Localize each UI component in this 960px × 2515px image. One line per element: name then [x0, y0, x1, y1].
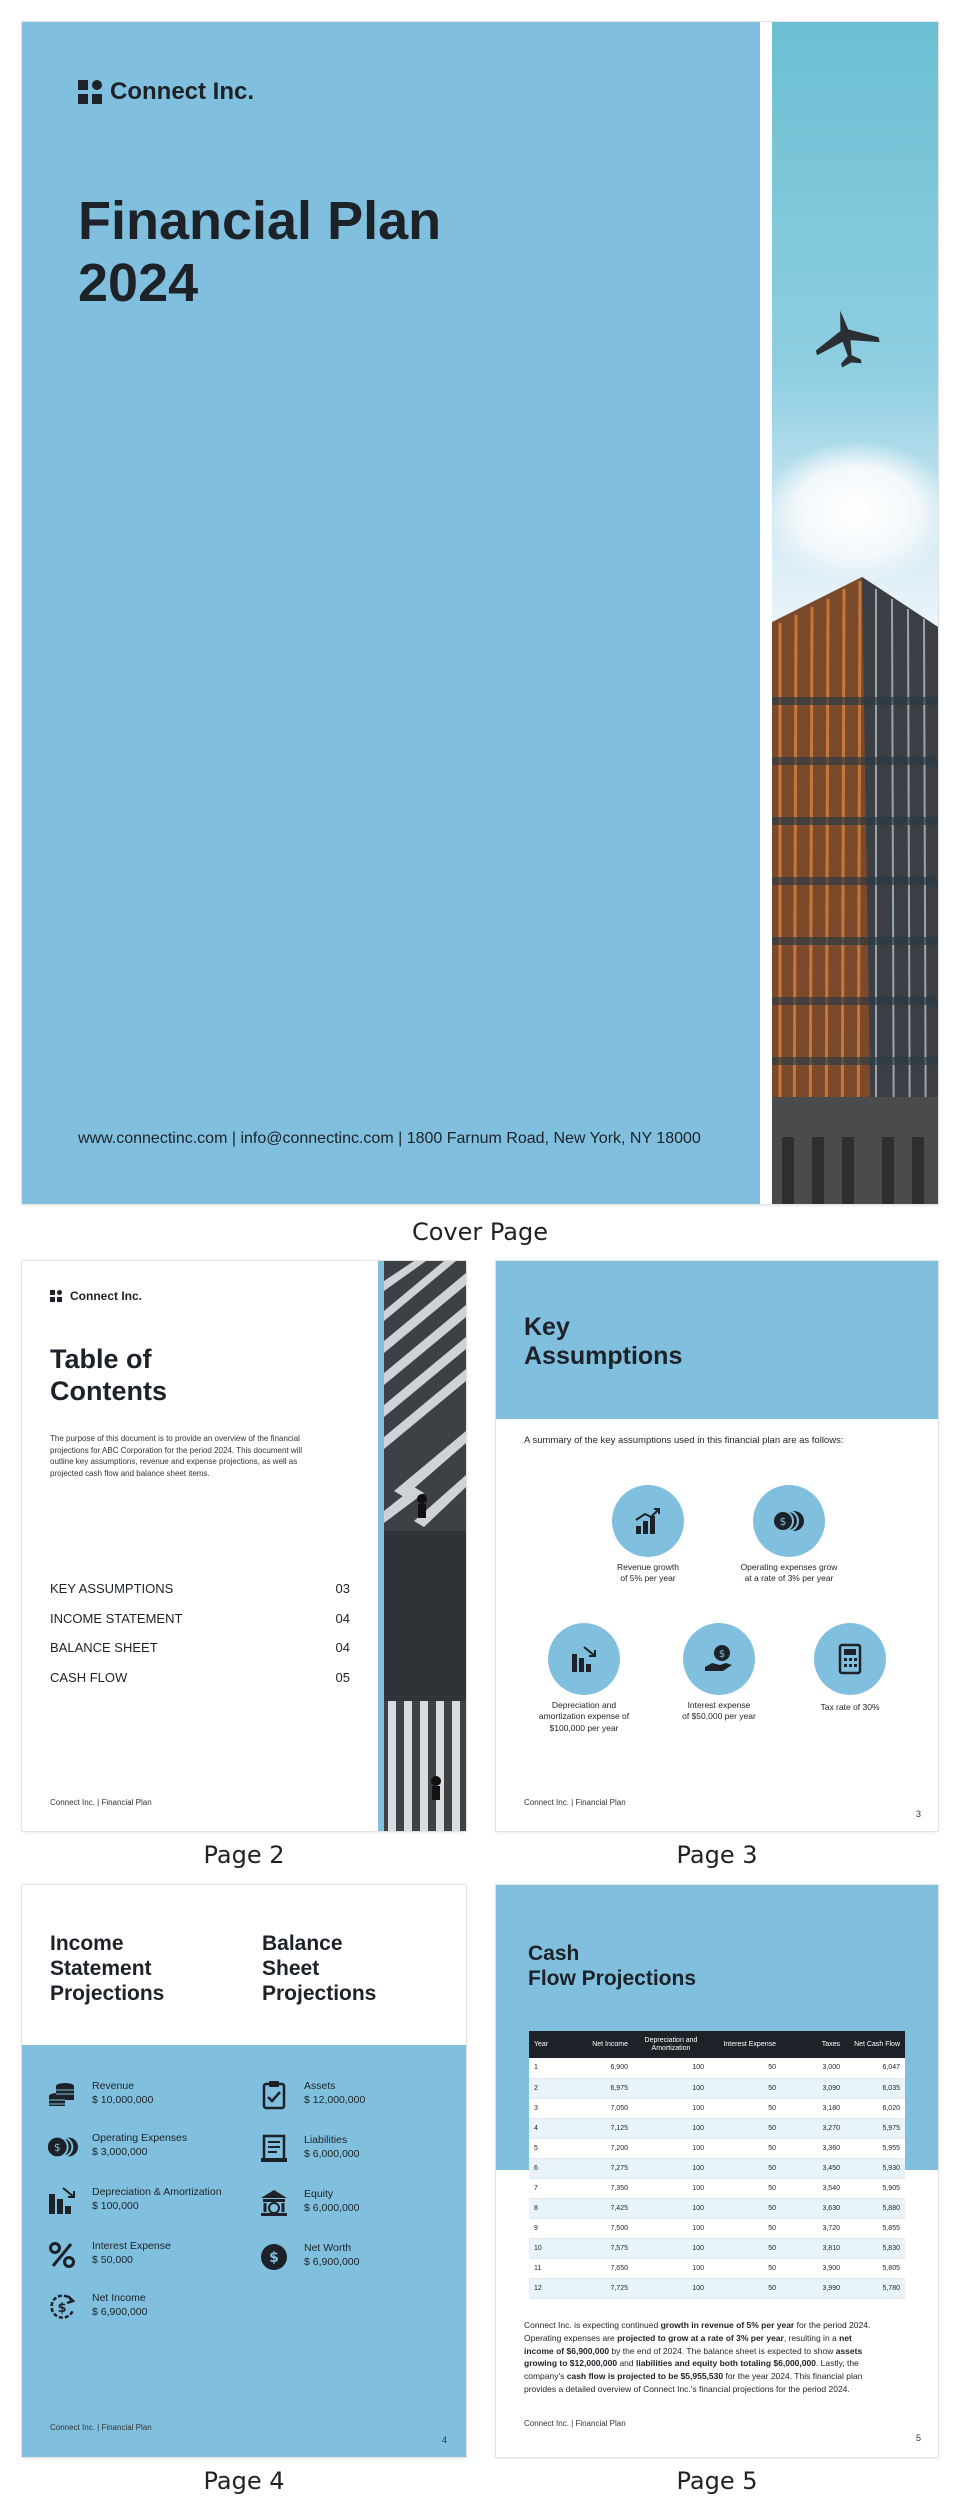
table-cell: 5,955: [845, 2138, 905, 2158]
p2-title: [50, 1343, 167, 1407]
assumption-line: $100,000 per year: [549, 1722, 619, 1733]
assumption-line: of 5% per year: [620, 1573, 676, 1584]
table-cell: 3,810: [781, 2238, 845, 2258]
table-cell: 100: [633, 2158, 709, 2178]
item-value: $ 6,900,000: [92, 2306, 148, 2319]
p5-title-line2: Flow Projections: [528, 1967, 697, 1990]
p5-page-number: 5: [916, 2433, 922, 2443]
item-label: Liabilities: [304, 2134, 348, 2146]
table-row: [529, 2158, 905, 2178]
toc-page: 04: [335, 1640, 350, 1655]
table-cell: 100: [633, 2238, 709, 2258]
table-cell: 100: [633, 2178, 709, 2198]
toc-label: INCOME STATEMENT: [50, 1611, 183, 1626]
table-row: [529, 2218, 905, 2238]
assumption-label: [654, 1700, 784, 1723]
table-cell: 5,805: [845, 2258, 905, 2278]
assumption-line: Depreciation and: [551, 1700, 617, 1710]
item-value: $ 100,000: [92, 2200, 139, 2213]
table-cell: 50: [709, 2258, 781, 2278]
toc-label: BALANCE SHEET: [50, 1640, 158, 1655]
cash-flow-table: [529, 2031, 905, 2299]
assumption-line: Operating expenses grow: [740, 1562, 838, 1572]
caption-cover: Cover Page: [411, 1218, 548, 1246]
page-5-cash-flow: [496, 1885, 938, 2457]
dollar-circle-icon: [258, 2241, 290, 2273]
heading-line: Projections: [50, 1982, 165, 2005]
toc-page: 03: [335, 1581, 350, 1596]
p3-header-band: [496, 1261, 938, 1419]
p2-title-line1: Table of: [50, 1344, 152, 1374]
item-value: $ 3,000,000: [92, 2146, 148, 2159]
brand-logo-icon: [50, 1290, 62, 1302]
svg-text:$: $: [57, 2301, 67, 2316]
table-cell: 7,050: [581, 2098, 633, 2118]
assumption-line: amortization expense of: [538, 1711, 630, 1722]
table-cell: 5,905: [845, 2178, 905, 2198]
col-header: Depreciation and Amortization: [633, 2031, 709, 2058]
p3-title: [524, 1313, 682, 1371]
item-label: Depreciation & Amortization: [92, 2186, 222, 2198]
table-cell: 100: [633, 2218, 709, 2238]
balance-item: [258, 2241, 359, 2273]
summary-emphasis: growth in revenue of 5% per year: [660, 2320, 795, 2330]
table-cell: 4: [529, 2118, 581, 2138]
p4-balance-heading: [262, 1931, 376, 2006]
heading-line: Statement: [50, 1957, 152, 1980]
table-cell: 1: [529, 2058, 581, 2078]
summary-emphasis: cash flow is projected to be $5,955,530: [566, 2371, 724, 2381]
table-cell: 3,360: [781, 2138, 845, 2158]
item-label: Interest Expense: [92, 2240, 171, 2252]
summary-text: and: [617, 2358, 636, 2369]
caption-page5: Page 5: [676, 2467, 758, 2495]
table-cell: 7,200: [581, 2138, 633, 2158]
balance-item: [258, 2079, 365, 2111]
toc-item[interactable]: [50, 1581, 350, 1596]
table-cell: 6,900: [581, 2058, 633, 2078]
table-cell: 6,975: [581, 2078, 633, 2098]
table-cell: 50: [709, 2198, 781, 2218]
col-header: Net Income: [581, 2031, 633, 2058]
p4-content-panel: [22, 2045, 466, 2457]
table-row: [529, 2198, 905, 2218]
assumption-line: of $50,000 per year: [682, 1711, 756, 1722]
brand-name: Connect Inc.: [110, 78, 255, 105]
brand-logo-icon: [78, 80, 102, 104]
cloud-shape: [762, 442, 938, 582]
cover-brand: [78, 78, 254, 106]
page-3-key-assumptions: [496, 1261, 938, 1831]
summary-emphasis: assets growing to $12,000,000: [524, 2345, 863, 2369]
p3-title-line1: Key: [524, 1313, 570, 1341]
p5-title: [528, 1941, 696, 1991]
table-cell: 11: [529, 2258, 581, 2278]
income-item: [46, 2079, 153, 2111]
dollar-cycle-icon: [46, 2291, 78, 2323]
table-row: [529, 2058, 905, 2078]
toc-item[interactable]: [50, 1611, 350, 1626]
p5-title-line1: Cash: [528, 1942, 580, 1965]
table-row: [529, 2238, 905, 2258]
summary-emphasis: liabilities and equity both totaling $6,000,000: [635, 2358, 816, 2369]
table-cell: 3: [529, 2098, 581, 2118]
table-cell: 3,270: [781, 2118, 845, 2138]
table-cell: 12: [529, 2278, 581, 2298]
table-cell: 6,020: [845, 2098, 905, 2118]
caption-page2: Page 2: [203, 1841, 285, 1869]
toc-label: KEY ASSUMPTIONS: [50, 1581, 174, 1596]
page-2-table-of-contents: [22, 1261, 466, 1831]
summary-text: by the end of 2024. The balance sheet is expected to show: [609, 2345, 836, 2356]
table-cell: 5,830: [845, 2238, 905, 2258]
coin-stack-icon: [46, 2079, 78, 2111]
page-4-projections: [22, 1885, 466, 2457]
table-cell: 6: [529, 2158, 581, 2178]
table-cell: 100: [633, 2258, 709, 2278]
table-cell: 100: [633, 2118, 709, 2138]
p2-intro: The purpose of this document is to provide an overview of the financial projections for ABC Corporation for the period 2024. This document will outline key assumptions, revenue and expense projections, as well as projected cash flow and balance sheet items.: [50, 1434, 302, 1478]
brand-name: Connect Inc.: [70, 1289, 143, 1303]
bar-chart-growth-icon: [612, 1485, 684, 1557]
toc-page: 05: [335, 1670, 350, 1685]
coins-icon: [46, 2131, 78, 2163]
cover-panel: [22, 22, 760, 1204]
income-item: [46, 2239, 171, 2271]
airplane-icon: [810, 304, 882, 368]
summary-text: Connect Inc. is expecting continued: [524, 2320, 661, 2330]
caption-page3: Page 3: [676, 1841, 758, 1869]
assumption-line: Interest expense: [687, 1700, 751, 1710]
table-cell: 100: [633, 2078, 709, 2098]
table-cell: 3,900: [781, 2258, 845, 2278]
hand-money-icon: [683, 1623, 755, 1695]
item-value: $ 10,000,000: [92, 2094, 154, 2107]
table-cell: 50: [709, 2158, 781, 2178]
table-cell: 50: [709, 2118, 781, 2138]
assumption-line: Revenue growth: [617, 1562, 679, 1572]
percent-icon: [46, 2239, 78, 2271]
toc-item[interactable]: [50, 1670, 350, 1685]
heading-line: Balance: [262, 1932, 343, 1955]
table-cell: 9: [529, 2218, 581, 2238]
cover-contact: www.connectinc.com | info@connectinc.com | 1800 Farnum Road, New York, NY 18000: [78, 1130, 701, 1147]
table-cell: 7,575: [581, 2238, 633, 2258]
table-cell: 10: [529, 2238, 581, 2258]
summary-emphasis: net income of $6,900,000: [524, 2332, 852, 2356]
col-header: Taxes: [781, 2031, 845, 2058]
table-cell: 3,090: [781, 2078, 845, 2098]
cover-title-line1: Financial Plan: [78, 191, 442, 251]
coins-stack-icon: [753, 1485, 825, 1557]
table-cell: 5: [529, 2138, 581, 2158]
table-cell: 3,000: [781, 2058, 845, 2078]
heading-line: Projections: [262, 1982, 377, 2005]
ledger-icon: [258, 2133, 290, 2165]
p4-page-number: 4: [442, 2435, 448, 2445]
svg-text:$: $: [779, 1515, 787, 1528]
table-row: [529, 2078, 905, 2098]
heading-line: Sheet: [262, 1957, 320, 1980]
p2-brand: [50, 1289, 142, 1303]
table-cell: 5,855: [845, 2218, 905, 2238]
table-cell: 100: [633, 2058, 709, 2078]
p5-summary: [524, 2319, 874, 2396]
table-row: [529, 2118, 905, 2138]
table-cell: 50: [709, 2278, 781, 2298]
col-header: Year: [529, 2031, 581, 2058]
table-cell: 5,930: [845, 2158, 905, 2178]
balance-item: [258, 2187, 359, 2219]
table-cell: 7,125: [581, 2118, 633, 2138]
item-label: Net Worth: [304, 2242, 352, 2254]
item-label: Net Income: [92, 2292, 146, 2304]
table-cell: 2: [529, 2078, 581, 2098]
cover-page: [22, 22, 938, 1204]
table-cell: 3,540: [781, 2178, 845, 2198]
table-cell: 3,990: [781, 2278, 845, 2298]
item-value: $ 6,000,000: [304, 2202, 360, 2215]
assumption-label: [785, 1702, 915, 1713]
table-cell: 6,035: [845, 2078, 905, 2098]
skyscraper-illustration: [772, 577, 938, 1204]
table-cell: 7,350: [581, 2178, 633, 2198]
table-cell: 3,180: [781, 2098, 845, 2118]
table-cell: 7,500: [581, 2218, 633, 2238]
assumption-label: [724, 1562, 854, 1585]
income-item: [46, 2185, 222, 2217]
table-cell: 7,725: [581, 2278, 633, 2298]
item-value: $ 6,900,000: [304, 2256, 360, 2269]
assumption-label: [583, 1562, 713, 1585]
p4-footer: Connect Inc. | Financial Plan: [50, 2423, 152, 2432]
bank-icon: [258, 2187, 290, 2219]
p2-footer: Connect Inc. | Financial Plan: [50, 1798, 152, 1807]
clipboard-check-icon: [258, 2079, 290, 2111]
table-row: [529, 2138, 905, 2158]
table-row: [529, 2098, 905, 2118]
income-item: [46, 2131, 187, 2163]
cash-flow-table-body: [529, 2058, 905, 2298]
svg-text:$: $: [718, 1649, 726, 1660]
table-cell: 50: [709, 2078, 781, 2098]
svg-text:$: $: [53, 2141, 61, 2154]
table-cell: 50: [709, 2098, 781, 2118]
p5-footer: Connect Inc. | Financial Plan: [524, 2419, 626, 2428]
table-cell: 50: [709, 2178, 781, 2198]
balance-item: [258, 2133, 359, 2165]
summary-text: , resulting in a: [783, 2332, 840, 2343]
p4-income-heading: [50, 1931, 164, 2006]
item-label: Operating Expenses: [92, 2132, 188, 2144]
table-cell: 3,450: [781, 2158, 845, 2178]
table-cell: 100: [633, 2278, 709, 2298]
income-item: [46, 2291, 147, 2323]
assumption-line: Tax rate of 30%: [820, 1702, 880, 1712]
summary-text: for the year 2024. This financial plan provides a detailed overview of Connect Inc.'s financial projections for the period 2024.: [524, 2371, 863, 2394]
table-cell: 100: [633, 2198, 709, 2218]
table-header-row: [529, 2031, 905, 2058]
summary-text: for the period 2024. Operating expenses are: [524, 2320, 871, 2343]
table-cell: 5,975: [845, 2118, 905, 2138]
cover-photo-skyscraper: [772, 22, 938, 1204]
crosswalk-photo: [384, 1261, 466, 1831]
toc-item[interactable]: [50, 1640, 350, 1655]
table-cell: 8: [529, 2198, 581, 2218]
declining-bars-icon: [548, 1623, 620, 1695]
cover-title-line2: 2024: [78, 253, 199, 313]
p2-title-line2: Contents: [50, 1376, 167, 1406]
item-value: $ 50,000: [92, 2254, 133, 2267]
table-cell: 5,780: [845, 2278, 905, 2298]
assumption-line: at a rate of 3% per year: [744, 1573, 834, 1584]
heading-line: Income: [50, 1932, 124, 1955]
summary-emphasis: projected to grow at a rate of 3% per year: [617, 2332, 784, 2343]
table-row: [529, 2178, 905, 2198]
table-cell: 7,650: [581, 2258, 633, 2278]
p3-page-number: 3: [916, 1809, 922, 1819]
table-cell: 6,047: [845, 2058, 905, 2078]
p3-footer: Connect Inc. | Financial Plan: [524, 1798, 626, 1807]
p3-intro: A summary of the key assumptions used in this financial plan are as follows:: [524, 1435, 844, 1446]
assumption-label: [519, 1700, 649, 1734]
item-value: $ 6,000,000: [304, 2148, 360, 2161]
caption-page4: Page 4: [203, 2467, 285, 2495]
svg-text:$: $: [269, 2250, 279, 2266]
tax-document-icon: [814, 1623, 886, 1695]
toc-label: CASH FLOW: [50, 1670, 128, 1685]
table-cell: 50: [709, 2218, 781, 2238]
table-cell: 100: [633, 2098, 709, 2118]
col-header: Net Cash Flow: [845, 2031, 905, 2058]
table-row: [529, 2258, 905, 2278]
table-row: [529, 2278, 905, 2298]
item-label: Assets: [304, 2080, 336, 2092]
table-cell: 50: [709, 2238, 781, 2258]
table-cell: 7,425: [581, 2198, 633, 2218]
table-cell: 7: [529, 2178, 581, 2198]
item-label: Revenue: [92, 2080, 135, 2092]
cover-title: [78, 190, 441, 314]
toc-page: 04: [335, 1611, 350, 1626]
table-cell: 5,880: [845, 2198, 905, 2218]
table-cell: 50: [709, 2058, 781, 2078]
col-header: Interest Expense: [709, 2031, 781, 2058]
table-cell: 3,630: [781, 2198, 845, 2218]
item-value: $ 12,000,000: [304, 2094, 366, 2107]
cash-flow-table-wrap: [529, 2031, 905, 2299]
p3-title-line2: Assumptions: [524, 1342, 683, 1370]
table-cell: 50: [709, 2138, 781, 2158]
table-cell: 100: [633, 2138, 709, 2158]
table-cell: 7,275: [581, 2158, 633, 2178]
table-cell: 3,720: [781, 2218, 845, 2238]
item-label: Equity: [304, 2188, 334, 2200]
declining-bars-icon: [46, 2185, 78, 2217]
summary-text: . Lastly, the company's: [524, 2358, 859, 2381]
